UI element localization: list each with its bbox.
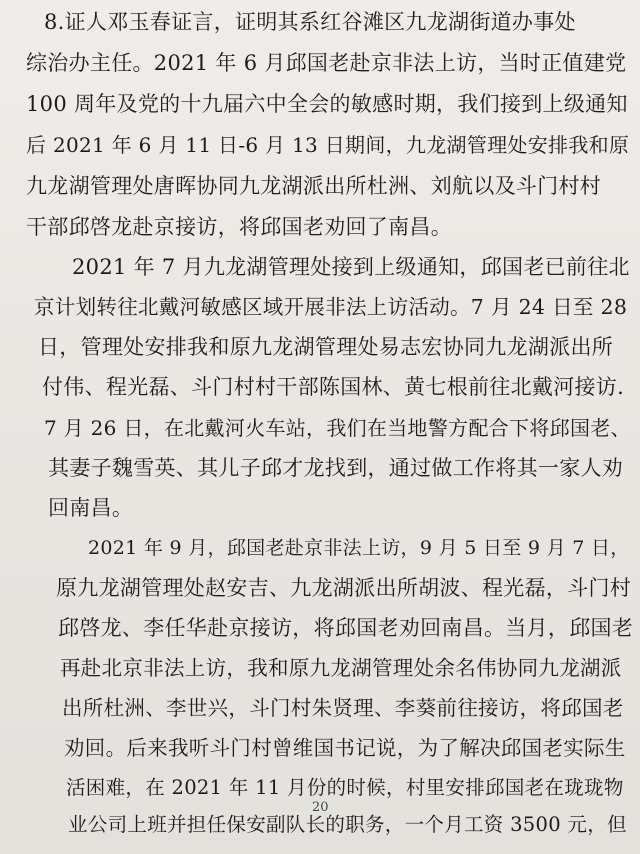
text-line: 100 周年及党的十九届六中全会的敏感时期，我们接到上级通知 bbox=[26, 92, 628, 116]
text-line: 业公司上班并担任保安副队长的职务，一个月工资 3500 元，但 bbox=[68, 813, 627, 836]
text-line: 京计划转往北戴河敏感区域开展非法上访活动。7 月 24 日至 28 bbox=[34, 295, 628, 319]
text-line: 后 2021 年 6 月 11 日-6 月 13 日期间，九龙湖管理处安排我和原 bbox=[26, 133, 630, 157]
text-line: 8.证人邓玉春证言，证明其系红谷滩区九龙湖街道办事处 bbox=[44, 10, 576, 34]
text-line: 再赴北京非法上访，我和原九龙湖管理处余名伟协同九龙湖派 bbox=[60, 656, 622, 680]
text-line: 2021 年 7 月九龙湖管理处接到上级通知，邱国老已前往北 bbox=[72, 255, 630, 279]
text-line: 原九龙湖管理处赵安吉、九龙湖派出所胡波、程光磊，斗门村 bbox=[56, 576, 632, 600]
text-line: 干部邱啓龙赴京接访，将邱国老劝回了南昌。 bbox=[26, 215, 452, 239]
text-line: 出所杜洲、李世兴，斗门村朱贤理、李葵前往接访，将邱国老 bbox=[62, 696, 624, 720]
text-line: 其妻子魏雪英、其儿子邱才龙找到，通过做工作将其一家人劝 bbox=[48, 456, 624, 480]
text-line: 邱啓龙、李任华赴京接访，将邱国老劝回南昌。当月，邱国老 bbox=[58, 616, 634, 640]
text-line: 劝回。后来我听斗门村曾维国书记说，为了解决邱国老实际生 bbox=[64, 736, 626, 760]
text-line: 2021 年 9 月，邱国老赴京非法上访，9 月 5 日至 9 月 7 日， bbox=[88, 537, 630, 559]
text-line: 付伟、程光磊、斗门村村干部陈国林、黄七根前往北戴河接访. bbox=[42, 375, 625, 399]
text-line: 综治办主任。2021 年 6 月邱国老赴京非法上访，当时正值建党 bbox=[26, 51, 627, 75]
text-line: 活困难，在 2021 年 11 月份的时候，村里安排邱国老在珑珑物 bbox=[66, 776, 624, 799]
page-number: 20 bbox=[312, 800, 329, 815]
text-line: 7 月 26 日，在北戴河火车站，我们在当地警方配合下将邱国老、 bbox=[44, 416, 631, 440]
text-line: 九龙湖管理处唐晖协同九龙湖派出所杜洲、刘航以及斗门村村 bbox=[26, 174, 602, 198]
text-line: 日，管理处安排我和原九龙湖管理处易志宏协同九龙湖派出所 bbox=[38, 335, 614, 359]
text-line: 回南昌。 bbox=[48, 496, 134, 520]
